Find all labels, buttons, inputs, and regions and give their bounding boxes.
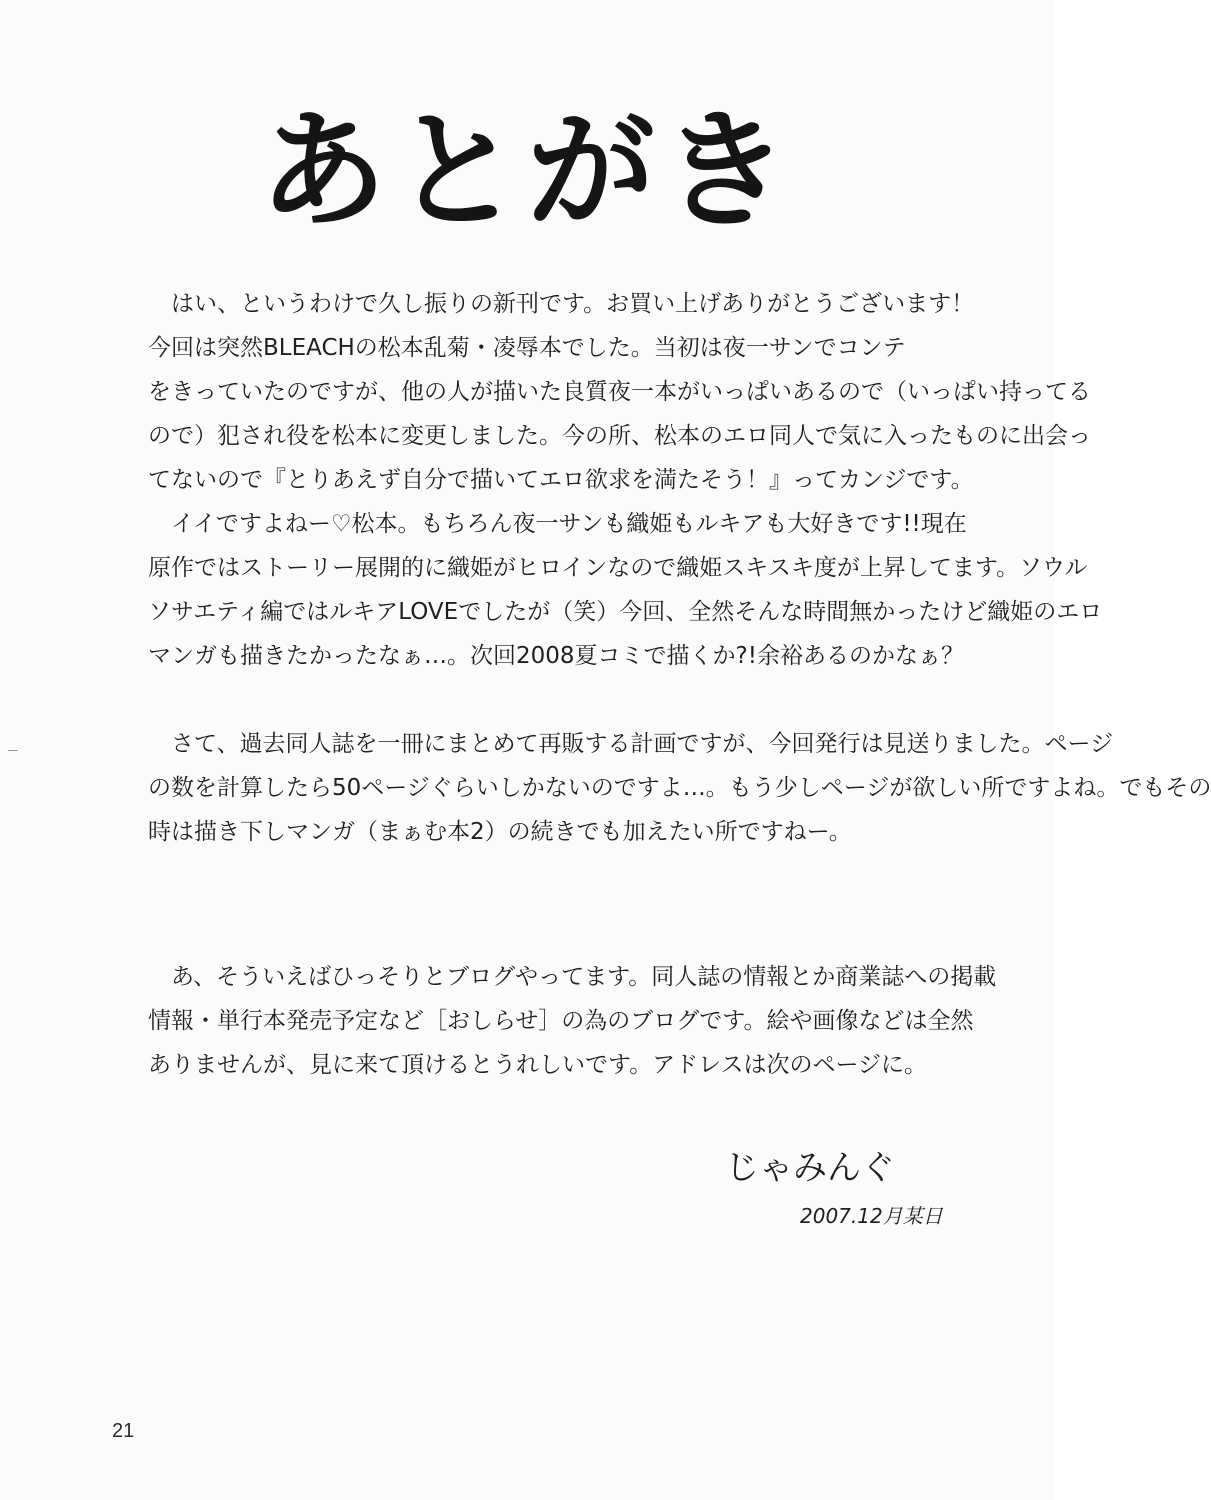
text-line: マンガも描きたかったなぁ…。次回2008夏コミで描くか?!余裕あるのかなぁ？ <box>148 643 964 669</box>
text-line: をきっていたのですが、他の人が描いた良質夜一本がいっぱいあるので（いっぱい持ってる <box>148 379 1091 405</box>
author-signature: じゃみんぐ <box>725 1148 895 1188</box>
text-line: 原作ではストーリー展開的に織姫がヒロインなので織姫スキスキ度が上昇してます。ソウル <box>148 555 1088 581</box>
page-title: あとがき <box>258 97 795 246</box>
text-line: 情報・単行本発売予定など［おしらせ］の為のブログです。絵や画像などは全然 <box>148 1008 974 1034</box>
paragraph-reprint-plan <box>148 722 1211 854</box>
text-line: はい、というわけで久し振りの新刊です。お買い上げありがとうございます！ <box>148 291 975 317</box>
margin-mark <box>8 750 18 751</box>
paragraph-characters <box>148 502 1103 678</box>
text-line: ありませんが、見に来て頂けるとうれしいです。アドレスは次のページに。 <box>148 1052 928 1078</box>
text-line: 時は描き下しマンガ（まぁむ本2）の続きでも加えたい所ですねー。 <box>148 819 852 845</box>
text-line: イイですよねー♡松本。もちろん夜一サンも織姫もルキアも大好きです!!現在 <box>148 511 967 537</box>
paragraph-greeting <box>148 282 1091 502</box>
text-line: の数を計算したら50ページぐらいしかないのですよ…。もう少しページが欲しい所ですよね。でもその <box>148 775 1211 801</box>
text-line: あ、そういえばひっそりとブログやってます。同人誌の情報とか商業誌への掲載 <box>148 964 997 990</box>
page-number: 21 <box>112 1420 135 1442</box>
text-line: ソサエティ編ではルキアLOVEでしたが（笑）今回、全然そんな時間無かったけど織姫のエロ <box>148 599 1103 625</box>
text-line: 今回は突然BLEACHの松本乱菊・凌辱本でした。当初は夜一サンでコンテ <box>148 335 906 361</box>
text-line: さて、過去同人誌を一冊にまとめて再販する計画ですが、今回発行は見送りました。ページ <box>148 731 1114 757</box>
signature-date: 2007.12月某日 <box>800 1204 943 1228</box>
text-line: てないので『とりあえず自分で描いてエロ欲求を満たそう！』ってカンジです。 <box>148 467 974 493</box>
paragraph-blog <box>148 955 997 1087</box>
text-line: ので）犯され役を松本に変更しました。今の所、松本のエロ同人で気に入ったものに出会っ <box>148 423 1091 449</box>
